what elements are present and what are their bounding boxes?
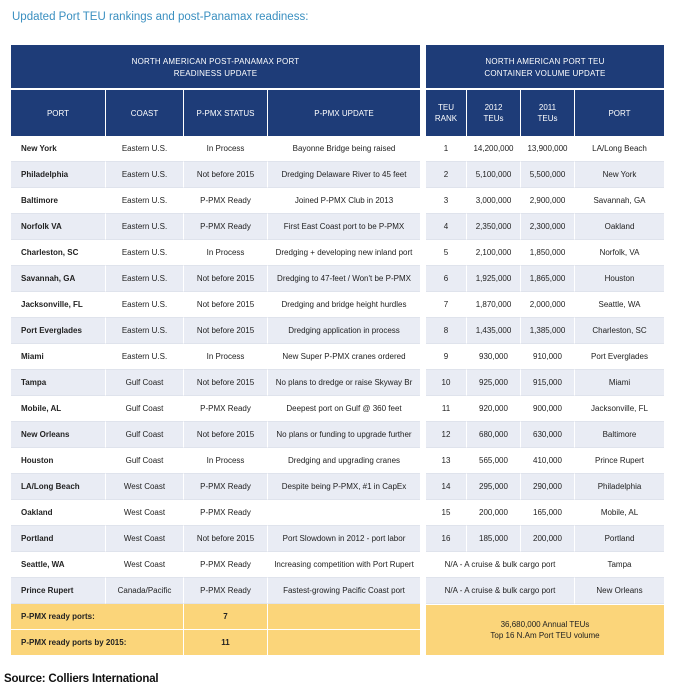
pmx-update: Increasing competition with Port Rupert (267, 552, 420, 578)
coast: Eastern U.S. (105, 292, 183, 318)
teu-2011: 5,500,000 (520, 162, 574, 188)
coast: West Coast (105, 474, 183, 500)
port-name: Tampa (11, 370, 105, 396)
teu-port: Oakland (574, 214, 664, 240)
pmx-status: Not before 2015 (183, 370, 267, 396)
teu-rank: 3 (426, 188, 466, 214)
source-credit: Source: Colliers International (4, 673, 159, 685)
port-name: Seattle, WA (11, 552, 105, 578)
port-name: Philadelphia (11, 162, 105, 188)
port-name: Oakland (11, 500, 105, 526)
teu-rank: 16 (426, 526, 466, 552)
teu-2011: 2,900,000 (520, 188, 574, 214)
summary-value: 11 (183, 630, 267, 656)
teu-rank: 14 (426, 474, 466, 500)
pmx-status: Not before 2015 (183, 422, 267, 448)
table-row (426, 422, 664, 448)
coast: Eastern U.S. (105, 136, 183, 162)
teu-rank: 9 (426, 344, 466, 370)
pmx-update: First East Coast port to be P-PMX (267, 214, 420, 240)
teu-port: Prince Rupert (574, 448, 664, 474)
teu-port: Houston (574, 266, 664, 292)
table-row (11, 240, 420, 266)
readiness-banner-line2: READINESS UPDATE (173, 69, 258, 78)
summary-blank (267, 604, 420, 630)
table-row (426, 292, 664, 318)
readiness-banner (11, 45, 420, 88)
summary-row (11, 604, 420, 630)
coast: Eastern U.S. (105, 266, 183, 292)
pmx-update: No plans or funding to upgrade further (267, 422, 420, 448)
table-row (426, 214, 664, 240)
table-row (11, 500, 420, 526)
readiness-table (11, 88, 420, 656)
teu-2012: 14,200,000 (466, 136, 520, 162)
teu-rank: 1 (426, 136, 466, 162)
teu-port: Portland (574, 526, 664, 552)
teu-2012: 200,000 (466, 500, 520, 526)
pmx-update (267, 500, 420, 526)
page-title: Updated Port TEU rankings and post-Panamax readiness: (12, 11, 309, 23)
table-row (11, 526, 420, 552)
port-name: Portland (11, 526, 105, 552)
table-row (426, 318, 664, 344)
teu-2011: 915,000 (520, 370, 574, 396)
pmx-update: Bayonne Bridge being raised (267, 136, 420, 162)
table-row (11, 318, 420, 344)
pmx-status: In Process (183, 344, 267, 370)
pmx-status: Not before 2015 (183, 318, 267, 344)
table-row (11, 214, 420, 240)
col-header-port: PORT (11, 88, 105, 136)
table-row (11, 396, 420, 422)
col-header-2012-teus: 2012 TEUs (466, 88, 520, 136)
teu-2011: 910,000 (520, 344, 574, 370)
port-name: LA/Long Beach (11, 474, 105, 500)
teu-2011: 2,000,000 (520, 292, 574, 318)
table-row (11, 292, 420, 318)
pmx-update: Deepest port on Gulf @ 360 feet (267, 396, 420, 422)
port-name: Port Everglades (11, 318, 105, 344)
teu-table (426, 88, 664, 604)
col-header-status: P-PMX STATUS (183, 88, 267, 136)
pmx-status: Not before 2015 (183, 266, 267, 292)
pmx-status: P-PMX Ready (183, 500, 267, 526)
teu-summary-total: 36,680,000 Annual TEUs (500, 620, 590, 629)
pmx-status: Not before 2015 (183, 526, 267, 552)
port-name: Houston (11, 448, 105, 474)
pmx-update: No plans to dredge or raise Skyway Br (267, 370, 420, 396)
readiness-banner-line1: NORTH AMERICAN POST-PANAMAX PORT (131, 57, 300, 66)
teu-rank: 10 (426, 370, 466, 396)
summary-row (11, 630, 420, 656)
pmx-status: In Process (183, 136, 267, 162)
table-row (11, 552, 420, 578)
summary-label: P-PMX ready ports: (11, 604, 183, 630)
teu-2012: 2,100,000 (466, 240, 520, 266)
teu-2012: 930,000 (466, 344, 520, 370)
teu-rank: 13 (426, 448, 466, 474)
pmx-status: P-PMX Ready (183, 552, 267, 578)
teu-port: Philadelphia (574, 474, 664, 500)
teu-rank: 12 (426, 422, 466, 448)
pmx-update: Dredging application in process (267, 318, 420, 344)
teu-port: Port Everglades (574, 344, 664, 370)
teu-port: New Orleans (574, 578, 664, 604)
teu-banner-line2: CONTAINER VOLUME UPDATE (484, 69, 606, 78)
table-row (11, 344, 420, 370)
pmx-status: Not before 2015 (183, 162, 267, 188)
teu-2012: 680,000 (466, 422, 520, 448)
teu-port: Jacksonville, FL (574, 396, 664, 422)
table-row (426, 266, 664, 292)
coast: Eastern U.S. (105, 318, 183, 344)
col-header-teu-rank: TEU RANK (426, 88, 466, 136)
teu-port: Baltimore (574, 422, 664, 448)
teu-rank: 7 (426, 292, 466, 318)
coast: West Coast (105, 526, 183, 552)
table-row (426, 552, 664, 578)
table-row (11, 422, 420, 448)
teu-2012: 2,350,000 (466, 214, 520, 240)
teu-2012: 1,435,000 (466, 318, 520, 344)
table-row (11, 188, 420, 214)
pmx-update: Dredging Delaware River to 45 feet (267, 162, 420, 188)
teu-rank: 2 (426, 162, 466, 188)
teu-rank: 15 (426, 500, 466, 526)
table-row (426, 448, 664, 474)
table-row (11, 162, 420, 188)
teu-port: Mobile, AL (574, 500, 664, 526)
table-row (426, 578, 664, 604)
cargo-note: N/A - A cruise & bulk cargo port (426, 578, 574, 604)
teu-summary (426, 604, 664, 655)
pmx-update: Dredging and bridge height hurdles (267, 292, 420, 318)
port-name: New Orleans (11, 422, 105, 448)
coast: Gulf Coast (105, 422, 183, 448)
port-name: Jacksonville, FL (11, 292, 105, 318)
pmx-status: P-PMX Ready (183, 188, 267, 214)
col-header-coast: COAST (105, 88, 183, 136)
teu-2011: 1,385,000 (520, 318, 574, 344)
col-header-2011-teus: 2011 TEUs (520, 88, 574, 136)
teu-2012: 185,000 (466, 526, 520, 552)
pmx-update: Despite being P-PMX, #1 in CapEx (267, 474, 420, 500)
pmx-status: Not before 2015 (183, 292, 267, 318)
summary-label: P-PMX ready ports by 2015: (11, 630, 183, 656)
coast: Gulf Coast (105, 370, 183, 396)
pmx-status: In Process (183, 448, 267, 474)
table-row (11, 448, 420, 474)
port-name: Baltimore (11, 188, 105, 214)
teu-rank: 4 (426, 214, 466, 240)
teu-port: Norfolk, VA (574, 240, 664, 266)
table-row (11, 136, 420, 162)
coast: Eastern U.S. (105, 344, 183, 370)
post-panamax-readiness-table (11, 45, 420, 656)
teu-2012: 295,000 (466, 474, 520, 500)
teu-2011: 290,000 (520, 474, 574, 500)
summary-value: 7 (183, 604, 267, 630)
teu-banner-line1: NORTH AMERICAN PORT TEU (485, 57, 605, 66)
port-name: Savannah, GA (11, 266, 105, 292)
coast: West Coast (105, 552, 183, 578)
port-name: Charleston, SC (11, 240, 105, 266)
teu-port: Savannah, GA (574, 188, 664, 214)
col-header-update: P-PMX UPDATE (267, 88, 420, 136)
table-row (426, 344, 664, 370)
coast: Gulf Coast (105, 396, 183, 422)
port-name: Mobile, AL (11, 396, 105, 422)
teu-2011: 630,000 (520, 422, 574, 448)
pmx-status: In Process (183, 240, 267, 266)
teu-2012: 565,000 (466, 448, 520, 474)
table-row (426, 526, 664, 552)
pmx-status: P-PMX Ready (183, 396, 267, 422)
teu-2012: 1,925,000 (466, 266, 520, 292)
pmx-update: Fastest-growing Pacific Coast port (267, 578, 420, 604)
teu-port: Miami (574, 370, 664, 396)
col-header-teu-port: PORT (574, 88, 664, 136)
port-name: Norfolk VA (11, 214, 105, 240)
pmx-update: Port Slowdown in 2012 - port labor (267, 526, 420, 552)
teu-2012: 925,000 (466, 370, 520, 396)
table-row (426, 240, 664, 266)
teu-rank: 8 (426, 318, 466, 344)
pmx-status: P-PMX Ready (183, 474, 267, 500)
teu-2012: 920,000 (466, 396, 520, 422)
table-row (426, 474, 664, 500)
teu-rank: 5 (426, 240, 466, 266)
teu-2011: 2,300,000 (520, 214, 574, 240)
pmx-update: Dredging and upgrading cranes (267, 448, 420, 474)
teu-2011: 200,000 (520, 526, 574, 552)
teu-rank: 6 (426, 266, 466, 292)
cargo-note: N/A - A cruise & bulk cargo port (426, 552, 574, 578)
pmx-status: P-PMX Ready (183, 578, 267, 604)
table-row (11, 266, 420, 292)
table-row (426, 188, 664, 214)
pmx-update: New Super P-PMX cranes ordered (267, 344, 420, 370)
pmx-status: P-PMX Ready (183, 214, 267, 240)
coast: Eastern U.S. (105, 162, 183, 188)
teu-2011: 1,865,000 (520, 266, 574, 292)
teu-port: LA/Long Beach (574, 136, 664, 162)
port-name: New York (11, 136, 105, 162)
table-row (426, 396, 664, 422)
table-row (426, 136, 664, 162)
teu-banner (426, 45, 664, 88)
teu-volume-table (426, 45, 664, 655)
summary-blank (267, 630, 420, 656)
teu-port: New York (574, 162, 664, 188)
port-name: Miami (11, 344, 105, 370)
teu-port: Seattle, WA (574, 292, 664, 318)
table-row (11, 370, 420, 396)
coast: Gulf Coast (105, 448, 183, 474)
teu-rank: 11 (426, 396, 466, 422)
coast: Canada/Pacific (105, 578, 183, 604)
teu-port: Charleston, SC (574, 318, 664, 344)
coast: Eastern U.S. (105, 240, 183, 266)
table-row (11, 474, 420, 500)
teu-2011: 165,000 (520, 500, 574, 526)
teu-port: Tampa (574, 552, 664, 578)
coast: West Coast (105, 500, 183, 526)
table-row (426, 370, 664, 396)
teu-2011: 900,000 (520, 396, 574, 422)
teu-summary-caption: Top 16 N.Am Port TEU volume (490, 631, 600, 640)
table-row (426, 162, 664, 188)
teu-2011: 410,000 (520, 448, 574, 474)
pmx-update: Dredging to 47-feet / Won't be P-PMX (267, 266, 420, 292)
coast: Eastern U.S. (105, 188, 183, 214)
teu-2012: 5,100,000 (466, 162, 520, 188)
teu-2012: 3,000,000 (466, 188, 520, 214)
table-row (426, 500, 664, 526)
teu-2011: 1,850,000 (520, 240, 574, 266)
teu-2011: 13,900,000 (520, 136, 574, 162)
port-name: Prince Rupert (11, 578, 105, 604)
table-row (11, 578, 420, 604)
coast: Eastern U.S. (105, 214, 183, 240)
teu-2012: 1,870,000 (466, 292, 520, 318)
pmx-update: Joined P-PMX Club in 2013 (267, 188, 420, 214)
pmx-update: Dredging + developing new inland port (267, 240, 420, 266)
